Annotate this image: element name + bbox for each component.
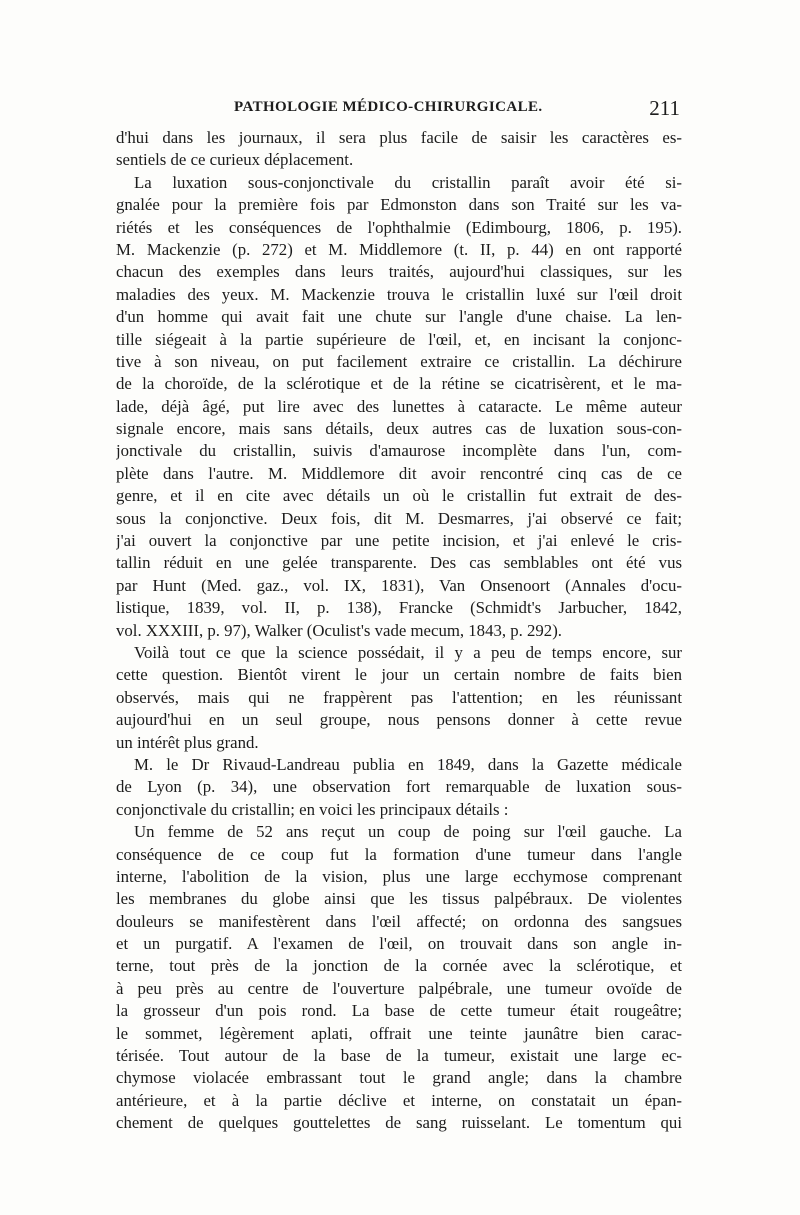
- text-line: et un purgatif. A l'examen de l'œil, on trouvait dans son angle in-: [116, 934, 682, 954]
- text-line: lade, déjà âgé, put lire avec des lunettes à cataracte. Le même auteur: [116, 396, 682, 416]
- text-line: La luxation sous-conjonctivale du cristallin paraît avoir été si-: [134, 172, 682, 192]
- text-line: jonctivale du cristallin, suivis d'amaurose incomplète dans l'un, com-: [116, 441, 682, 461]
- body-text: [116, 127, 682, 1135]
- text-line: listique, 1839, vol. II, p. 138), Francke (Schmidt's Jarbucher, 1842,: [116, 598, 682, 618]
- text-line: signale encore, mais sans détails, deux autres cas de luxation sous-con-: [116, 419, 682, 439]
- text-line: de la choroïde, de la sclérotique et de la rétine se cicatrisèrent, et le ma-: [116, 374, 682, 394]
- text-line: par Hunt (Med. gaz., vol. IX, 1831), Van Onsenoort (Annales d'ocu-: [116, 575, 682, 595]
- text-line: chement de quelques gouttelettes de sang ruisselant. Le tomentum qui: [116, 1113, 682, 1133]
- text-line: tille siégeait à la partie supérieure de l'œil, et, en incisant la conjonc-: [116, 329, 682, 349]
- text-line: interne, l'abolition de la vision, plus une large ecchymose comprenant: [116, 866, 682, 886]
- text-line: la grosseur d'un pois rond. La base de cette tumeur était rougeâtre;: [116, 1001, 682, 1021]
- text-line: tive à son niveau, on put facilement extraire ce cristallin. La déchirure: [116, 351, 682, 371]
- text-line: de Lyon (p. 34), une observation fort remarquable de luxation sous-: [116, 777, 682, 797]
- text-line: conjonctivale du cristallin; en voici les principaux détails :: [116, 799, 509, 819]
- text-line: d'hui dans les journaux, il sera plus facile de saisir les caractères es-: [116, 128, 682, 147]
- text-line: Voilà tout ce que la science possédait, il y a peu de temps encore, sur: [134, 642, 682, 662]
- text-line: gnalée pour la première fois par Edmonston dans son Traité sur les va-: [116, 195, 682, 215]
- text-line: Un femme de 52 ans reçut un coup de poing sur l'œil gauche. La: [134, 822, 682, 842]
- text-line: terne, tout près de la jonction de la cornée avec la sclérotique, et: [116, 956, 682, 976]
- running-title: PATHOLOGIE MÉDICO-CHIRURGICALE.: [234, 99, 543, 115]
- page-number: 211: [649, 96, 680, 120]
- text-line: vol. XXXIII, p. 97), Walker (Oculist's vade mecum, 1843, p. 292).: [116, 620, 562, 640]
- text-line: les membranes du globe ainsi que les tissus palpébraux. De violentes: [116, 889, 682, 909]
- text-line: chacun des exemples dans leurs traités, aujourd'hui classiques, sur les: [116, 262, 682, 282]
- text-line: cette question. Bientôt virent le jour un certain nombre de faits bien: [116, 665, 682, 685]
- text-line: d'un homme qui avait fait une chute sur l'angle d'une chaise. La len-: [116, 307, 682, 327]
- text-line: plète dans l'autre. M. Middlemore dit avoir rencontré cinq cas de ce: [116, 463, 682, 483]
- text-line: j'ai ouvert la conjonctive par une petite incision, et j'ai enlevé le cris-: [116, 531, 682, 551]
- text-line: térisée. Tout autour de la base de la tumeur, existait une large ec-: [116, 1046, 682, 1066]
- text-line: conséquence de ce coup fut la formation d'une tumeur dans l'angle: [116, 844, 682, 864]
- text-line: maladies des yeux. M. Mackenzie trouva le cristallin luxé sur l'œil droit: [116, 284, 682, 304]
- text-line: observés, mais qui ne frappèrent pas l'attention; en les réunissant: [116, 687, 682, 707]
- text-line: riétés et les conséquences de l'ophthalmie (Edimbourg, 1806, p. 195).: [116, 217, 682, 237]
- text-line: aujourd'hui en un seul groupe, nous pensons donner à cette revue: [116, 710, 682, 730]
- text-line: à peu près au centre de l'ouverture palpébrale, une tumeur ovoïde de: [116, 978, 682, 998]
- text-line: un intérêt plus grand.: [116, 732, 259, 752]
- text-line: sous la conjonctive. Deux fois, dit M. Desmarres, j'ai observé ce fait;: [116, 508, 682, 528]
- text-line: chymose violacée embrassant tout le grand angle; dans la chambre: [116, 1068, 682, 1088]
- text-line: sentiels de ce curieux déplacement.: [116, 150, 354, 170]
- text-line: antérieure, et à la partie déclive et interne, on constatait un épan-: [116, 1090, 682, 1110]
- text-line: M. le Dr Rivaud-Landreau publia en 1849, dans la Gazette médicale: [134, 754, 682, 774]
- text-line: M. Mackenzie (p. 272) et M. Middlemore (t. II, p. 44) en ont rapporté: [116, 239, 682, 259]
- page-header: [116, 96, 682, 126]
- text-line: le sommet, légèrement aplati, offrait une teinte jaunâtre bien carac-: [116, 1023, 682, 1043]
- text-line: douleurs se manifestèrent dans l'œil affecté; on ordonna des sangsues: [116, 911, 682, 931]
- text-line: genre, et il en cite avec détails un où le cristallin fut extrait de des-: [116, 486, 682, 506]
- text-line: tallin réduit en une gelée transparente. Des cas semblables ont été vus: [116, 553, 682, 573]
